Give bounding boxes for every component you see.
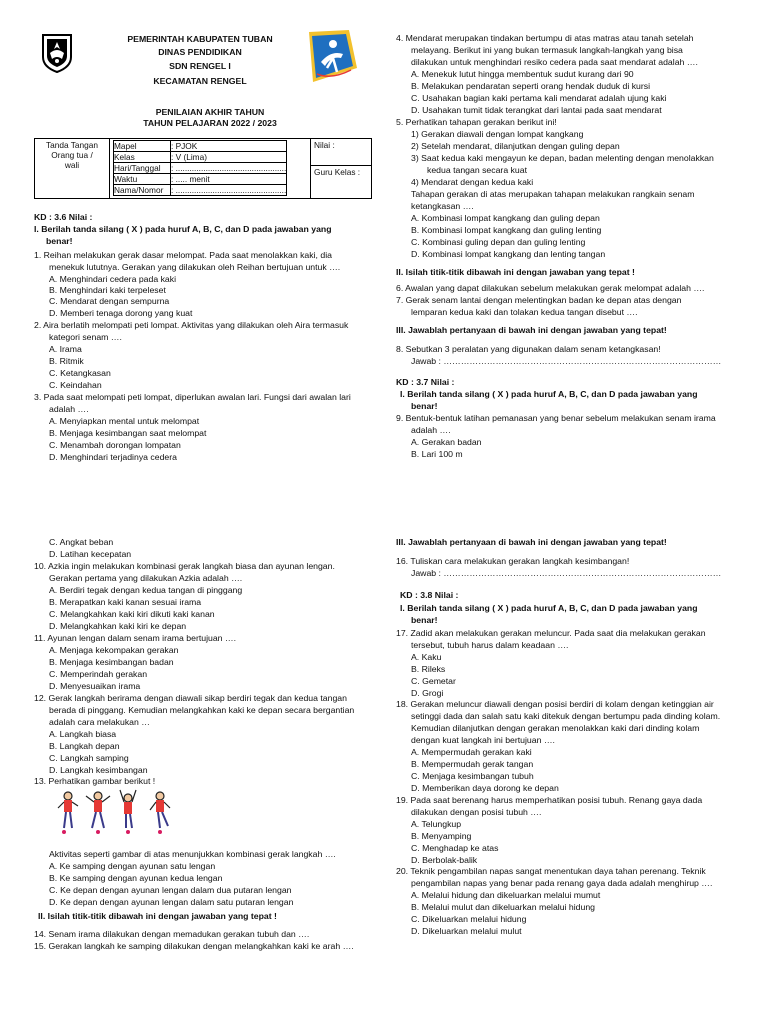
text-line: D. Menyesuaikan irama [49,681,141,691]
text-line: C. Kombinasi guling depan dan guling lenting [411,237,586,247]
text-line: berada di pinggang. Kemudian melangkahkan kaki ke depan secara bergantian [49,705,355,715]
text-line: B. Ke samping dengan ayunan kedua lengan [49,873,223,883]
field-value-kelas: : V (Lima) [171,152,287,163]
text-line: 10. Azkia ingin melakukan kombinasi gerak langkah biasa dan ayunan lengan. [34,561,335,571]
text-line: C. Menjaga kesimbangan tubuh [411,771,534,781]
text-line: kategori senam …. [49,332,122,342]
text-line: Jawab : …………………………………………………………………………………… [411,356,722,366]
student-info-table [34,138,372,199]
text-line: B. Kombinasi lompat kangkang dan guling lenting [411,225,602,235]
exam-year: TAHUN PELAJARAN 2022 / 2023 [143,118,277,128]
header-line-1: PEMERINTAH KABUPATEN TUBAN [127,34,273,44]
text-line: 18. Gerakan meluncur diawali dengan posisi berdiri di kolam dengan ketinggian air [396,699,714,709]
text-line: B. Merapatkan kaki kanan sesuai irama [49,597,202,607]
kabupaten-tuban-emblem [40,33,74,73]
text-line: Tahapan gerakan di atas merupakan tahapan melakukan rangkain senam [411,189,695,199]
text-line: 2. Aira berlatih melompati peti lompat. Aktivitas yang dilakukan oleh Aira termasuk [34,320,349,330]
text-line: D. Ke depan dengan ayunan lengan dalam satu putaran lengan [49,897,294,907]
text-line: B. Menjaga kesimbangan saat melompat [49,428,207,438]
field-value-mapel: : PJOK [171,141,287,152]
text-line: 1. Reihan melakukan gerak dasar melompat. Pada saat menolakkan kaki, dia [34,250,332,260]
text-line: benar! [46,236,73,246]
text-line: benar! [411,401,438,411]
text-line: I. Berilah tanda silang ( X ) pada huruf A, B, C, dan D pada jawaban yang [34,224,332,234]
text-line: C. Menambah dorongan lompatan [49,440,181,450]
text-line: I. Berilah tanda silang ( X ) pada huruf A, B, C, dan D pada jawaban yang [400,389,698,399]
text-line: C. Menghadap ke atas [411,843,499,853]
field-label-mapel: Mapel [114,141,171,152]
text-line: dengan kuat langkah ini bertujuan …. [411,735,555,745]
text-line: dilakukan untuk menghindari resiko cedera pada saat mendarat adalah …. [411,57,698,67]
field-label-tanggal: Hari/Tanggal [114,163,171,174]
text-line: A. Mempermudah gerakan kaki [411,747,532,757]
text-line: B. Lari 100 m [411,449,463,459]
text-line: 19. Pada saat berenang harus memperhatikan posisi tubuh. Renang gaya dada [396,795,703,805]
text-line: A. Menyiapkan mental untuk melompat [49,416,200,426]
text-line: C. Ke depan dengan ayunan lengan dalam dua putaran lengan [49,885,292,895]
text-line: kedua tangan secara kuat [427,165,527,175]
text-line: C. Gemetar [411,676,456,686]
kurikulum-2013-logo [303,28,359,86]
text-line: I. Berilah tanda silang ( X ) pada huruf A, B, C, dan D pada jawaban yang [400,603,698,613]
text-line: D. Menghindari terjadinya cedera [49,452,177,462]
text-line: C. Memperindah gerakan [49,669,148,679]
text-line: A. Irama [49,344,82,354]
text-line: 2) Setelah mendarat, dilanjutkan dengan guling depan [411,141,620,151]
text-line: 13. Perhatikan gambar berikut ! [34,776,156,786]
field-label-waktu: Waktu [114,174,171,185]
text-line: setinggi dada dan salah satu kaki ditekuk dengan bertumpu pada dinding kolam. [411,711,721,721]
text-line: B. Ritmik [49,356,84,366]
text-line: tersebut, tubuh harus dalam keadaan …. [411,640,569,650]
header-line-3: SDN RENGEL I [169,61,231,71]
text-line: 1) Gerakan diawali dengan lompat kangkang [411,129,584,139]
text-line: menekuk lututnya. Gerakan yang dilakukan oleh Reihan bertujuan untuk …. [49,262,341,272]
text-line: B. Langkah depan [49,741,120,751]
text-line: D. Melangkahkan kaki kiri ke depan [49,621,187,631]
text-line: 4) Mendarat dengan kedua kaki [411,177,534,187]
text-line: A. Langkah biasa [49,729,117,739]
text-line: KD : 3.8 Nilai : [400,590,459,600]
text-line: 3) Saat kedua kaki mengayun ke depan, badan melenting dengan menolakkan [411,153,714,163]
header-line-2: DINAS PENDIDIKAN [158,47,242,57]
text-line: KD : 3.7 Nilai : [396,377,455,387]
text-line: A. Melalui hidung dan dikeluarkan melalui mumut [411,890,601,900]
text-line: 12. Gerak langkah berirama dengan diawali sikap berdiri tegak dan kedua tangan [34,693,347,703]
text-line: D. Grogi [411,688,444,698]
text-line: Jawab : …………………………………………………………………………………… [411,568,722,578]
text-line: melayang. Berikut ini yang bukan termasuk langkah-langkah yang bisa [411,45,683,55]
text-line: C. Usahakan bagian kaki pertama kali mendarat adalah ujung kaki [411,93,667,103]
field-label-nama: Nama/Nomor [114,185,171,196]
exam-title: PENILAIAN AKHIR TAHUN [155,107,265,117]
text-line: 15. Gerakan langkah ke samping dilakukan dengan melangkahkan kaki ke arah …. [34,941,354,951]
text-line: 8. Sebutkan 3 peralatan yang digunakan dalam senam ketangkasan! [396,344,661,354]
text-line: Gerakan pertama yang dilakukan Azkia adalah …. [49,573,243,583]
text-line: D. Langkah kesimbangan [49,765,148,775]
text-line: B. Menyamping [411,831,472,841]
text-line: D. Kombinasi lompat kangkang dan lenting tangan [411,249,606,259]
text-line: 16. Tuliskan cara melakukan gerakan langkah kesimbangan! [396,556,630,566]
text-line: pengambilan napas yang benar pada renang gaya dada adalah menghirup …. [411,878,713,888]
field-value-nama: : ................................................ [171,185,287,195]
text-line: A. Ke samping dengan ayunan satu lengan [49,861,216,871]
text-line: C. Angkat beban [49,537,114,547]
signature-label-1: Tanda Tangan [46,140,98,150]
text-line: A. Menghindari cedera pada kaki [49,274,177,284]
text-line: C. Langkah samping [49,753,129,763]
text-line: A. Kaku [411,652,442,662]
text-line: KD : 3.6 Nilai : [34,212,93,222]
text-line: D. Memberi tenaga dorong yang kuat [49,308,193,318]
text-line: ketangkasan …. [411,201,474,211]
parent-signature-cell [35,139,110,199]
text-line: adalah cara melakukan … [49,717,150,727]
text-line: dilakukan dengan posisi tubuh …. [411,807,542,817]
text-line: B. Rileks [411,664,446,674]
fields-cell [110,139,311,199]
text-line: adalah …. [411,425,451,435]
text-line: 6. Awalan yang dapat dilakukan sebelum melakukan gerak melompat adalah …. [396,283,705,293]
text-line: A. Berdiri tegak dengan kedua tangan di pinggang [49,585,243,595]
text-line: D. Usahakan tumit tidak terangkat dari lantai pada saat mendarat [411,105,662,115]
text-line: 20. Teknik pengambilan napas sangat menentukan daya tahan perenang. Teknik [396,866,706,876]
text-line: 9. Bentuk-bentuk latihan pemanasan yang benar sebelum melakukan senam irama [396,413,716,423]
text-line: III. Jawablah pertanyaan di bawah ini dengan jawaban yang tepat! [396,537,667,547]
text-line: III. Jawablah pertanyaan di bawah ini dengan jawaban yang tepat! [396,325,667,335]
text-line: B. Melakukan pendaratan seperti orang hendak duduk di kursi [411,81,651,91]
nilai-cell: Nilai : [311,139,372,166]
text-line: Kemudian dilanjutkan dengan gerakan menolakkan kaki dari dinding kolam [411,723,700,733]
text-line: A. Gerakan badan [411,437,482,447]
text-line: D. Memberikan daya dorong ke depan [411,783,559,793]
text-line: A. Menekuk lutut hingga membentuk sudut kurang dari 90 [411,69,634,79]
signature-label-2: Orang tua / [51,150,93,160]
field-value-waktu: : ..... menit [171,174,287,185]
text-line: B. Menjaga kesimbangan badan [49,657,174,667]
text-line: C. Mendarat dengan sempurna [49,296,170,306]
text-line: C. Melangkahkan kaki kiri dikuti kaki kanan [49,609,215,619]
text-line: C. Ketangkasan [49,368,111,378]
text-line: C. Dikeluarkan melalui hidung [411,914,527,924]
text-line: lemparan kedua kaki dan tolakan kedua tangan disebut …. [411,307,638,317]
text-line: 14. Senam irama dilakukan dengan memadukan gerakan tubuh dan …. [34,929,310,939]
text-line: 17. Zadid akan melakukan gerakan meluncur. Pada saat dia melakukan gerakan [396,628,706,638]
text-line: A. Telungkup [411,819,462,829]
text-line: D. Berbolak-balik [411,855,478,865]
text-line: 4. Mendarat merupakan tindakan bertumpu di atas matras atau tanah setelah [396,33,694,43]
text-line: A. Kombinasi lompat kangkang dan guling depan [411,213,600,223]
header-line-4: KECAMATAN RENGEL [153,76,247,86]
text-line: D. Latihan kecepatan [49,549,132,559]
field-label-kelas: Kelas [114,152,171,163]
text-line: 5. Perhatikan tahapan gerakan berikut ini! [396,117,557,127]
text-line: C. Keindahan [49,380,102,390]
text-line: II. Isilah titik-titik dibawah ini dengan jawaban yang tepat ! [38,911,277,921]
text-line: 3. Pada saat melompati peti lompat, diperlukan awalan lari. Fungsi dari awalan lari [34,392,351,402]
guru-kelas-cell: Guru Kelas : [311,166,372,199]
signature-label-3: wali [64,160,80,170]
text-line: Aktivitas seperti gambar di atas menunjukkan kombinasi gerak langkah …. [49,849,336,859]
text-line: D. Dikeluarkan melalui mulut [411,926,522,936]
text-line: 7. Gerak senam lantai dengan melentingkan badan ke depan atas dengan [396,295,682,305]
text-line: B. Menghindari kaki terpeleset [49,285,166,295]
text-line: B. Mempermudah gerak tangan [411,759,534,769]
text-line: A. Menjaga kekompakan gerakan [49,645,179,655]
field-value-tanggal: : ................................................ [171,163,287,173]
text-line: B. Melalui mulut dan dikeluarkan melalui hidung [411,902,595,912]
text-line: benar! [411,615,438,625]
text-line: adalah …. [49,404,89,414]
text-line: 11. Ayunan lengan dalam senam irama bertujuan …. [34,633,237,643]
text-line: II. Isilah titik-titik dibawah ini dengan jawaban yang tepat ! [396,267,635,277]
gerak-langkah-figure [48,788,183,840]
